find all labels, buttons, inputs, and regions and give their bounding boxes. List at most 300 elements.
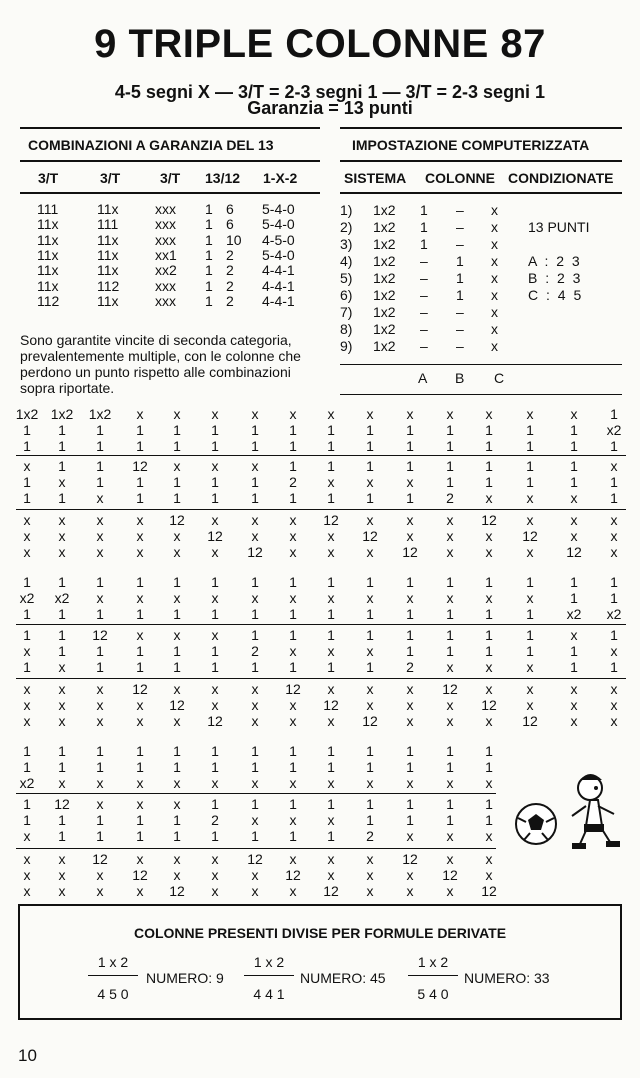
grid-cell: 1	[136, 489, 144, 506]
grid-cell: 1	[289, 489, 297, 506]
grid-cell: x	[446, 527, 454, 544]
condition-line: A : 2 3	[528, 253, 582, 269]
grid-cell: 1	[289, 421, 297, 438]
impostazione-cell: x	[491, 287, 498, 303]
combinazioni-col-header: 3/T	[38, 170, 59, 186]
grid-cell: x	[366, 512, 374, 528]
formula-bottom: 4 4 1	[253, 986, 285, 1002]
grid-cell: 1	[173, 758, 181, 775]
grid-cell: x	[211, 774, 219, 791]
grid-cell: 12	[132, 866, 148, 883]
grid-cell: 1	[136, 658, 144, 675]
grid-cell: 1	[251, 627, 259, 643]
grid-cell: 1	[211, 796, 219, 812]
grid-cell: x	[173, 527, 181, 544]
combinazioni-cell: 10	[226, 231, 242, 248]
abc-label: B	[455, 370, 465, 386]
grid-cell: x	[58, 712, 66, 729]
grid-cell: x	[173, 866, 181, 883]
grid-cell: 1	[485, 421, 493, 438]
grid-cell: 1	[211, 642, 219, 659]
combinazioni-col-header: 1-X-2	[263, 170, 298, 186]
grid-cell: x	[251, 458, 259, 474]
grid-cell: 1	[96, 605, 104, 622]
grid-cell: 1	[366, 627, 374, 643]
grid-cell: x	[610, 512, 618, 528]
grid-cell: x	[485, 543, 493, 560]
grid-cell: x	[570, 627, 578, 643]
combinazioni-cell: xxx	[155, 231, 176, 248]
combinazioni-col-header: 13/12	[205, 170, 241, 186]
combinazioni-cell: 4-5-0	[262, 231, 295, 248]
page-number: 10	[18, 1046, 37, 1065]
combinazioni-cell: 1	[205, 262, 213, 279]
grid-cell: 1	[526, 642, 534, 659]
combinazioni-cell: 11x	[37, 231, 59, 248]
grid-cell: x	[485, 827, 493, 844]
grid-cell: x	[251, 681, 259, 697]
grid-cell: 1	[446, 605, 454, 622]
grid-cell: 1	[136, 642, 144, 659]
grid-cell: 1	[251, 758, 259, 775]
impostazione-cell: 3)	[340, 236, 353, 252]
grid-cell: x	[366, 681, 374, 697]
grid-cell: 1	[526, 437, 534, 454]
grid-cell: x	[211, 512, 219, 528]
combinazioni-cell: 11x	[97, 231, 119, 248]
impostazione-cell: 1x2	[373, 321, 396, 337]
rule-impostazione-bottom	[340, 394, 622, 395]
grid-cell: 2	[406, 658, 414, 675]
impostazione-cell: 1	[420, 236, 428, 252]
grid-cell: 1	[173, 605, 181, 622]
grid-cell: 1	[366, 811, 374, 828]
grid-cell: x	[211, 866, 219, 883]
formula-numero: NUMERO: 9	[146, 970, 224, 986]
grid-cell: x	[23, 882, 31, 899]
grid-cell: 12	[481, 696, 497, 713]
grid-cell: x	[23, 851, 31, 867]
grid-cell: 1x2	[50, 406, 74, 422]
grid-cell: 1	[327, 421, 335, 438]
grid-cell: x	[366, 473, 374, 490]
grid-cell: x	[251, 696, 259, 713]
rule-impostazione-heading	[340, 160, 622, 162]
grid-block-rule	[16, 455, 626, 456]
grid-cell: x	[406, 589, 414, 606]
grid-cell: x	[570, 512, 578, 528]
grid-cell: x	[485, 681, 493, 697]
formula-bottom: 5 4 0	[417, 986, 449, 1002]
grid-cell: 1	[136, 473, 144, 490]
grid-cell: 1	[173, 658, 181, 675]
combinazioni-cell: 1	[205, 277, 213, 294]
impostazione-cell: x	[491, 253, 498, 269]
impostazione-cell: –	[456, 219, 464, 235]
impostazione-cell: 1x2	[373, 219, 396, 235]
grid-cell: 1	[211, 758, 219, 775]
abc-label: A	[418, 370, 428, 386]
impostazione-cell: –	[420, 338, 428, 354]
grid-cell: x	[526, 406, 534, 422]
grid-cell: 2	[446, 489, 454, 506]
grid-cell: x	[211, 458, 219, 474]
impostazione-cell: 4)	[340, 253, 353, 269]
grid-cell: 1	[526, 605, 534, 622]
grid-cell: 1	[251, 743, 259, 759]
combinazioni-cell: 11x	[37, 262, 59, 279]
combinazioni-cell: 5-4-0	[262, 201, 295, 217]
grid-cell: x	[570, 696, 578, 713]
grid-cell: 1	[136, 437, 144, 454]
abc-label: C	[494, 370, 505, 386]
impostazione-cell: 1	[456, 287, 464, 303]
grid-cell: 1	[23, 743, 31, 759]
impostazione-cell: 1x2	[373, 253, 396, 269]
impostazione-cell: x	[491, 321, 498, 337]
grid-cell: x	[58, 512, 66, 528]
grid-cell: 1	[485, 605, 493, 622]
impostazione-cell: 1	[420, 202, 428, 218]
grid-cell: x	[289, 774, 297, 791]
formule-box	[18, 904, 622, 1020]
grid-cell: 1	[446, 458, 454, 474]
formula-top: 1 x 2	[417, 954, 449, 970]
grid-cell: 2	[366, 827, 374, 844]
grid-cell: x	[366, 882, 374, 899]
grid-cell: 1	[211, 489, 219, 506]
combinazioni-cell: 11x	[97, 246, 119, 263]
impostazione-cell: –	[420, 304, 428, 320]
grid-cell: x	[406, 866, 414, 883]
grid-cell: x	[366, 589, 374, 606]
grid-cell: x	[526, 589, 534, 606]
combinazioni-cell: 112	[37, 292, 60, 309]
grid-cell: 1	[211, 743, 219, 759]
grid-cell: x	[446, 827, 454, 844]
grid-cell: 1	[211, 437, 219, 454]
grid-cell: 1	[366, 658, 374, 675]
grid-cell: 1	[23, 627, 31, 643]
grid-cell: 12	[362, 712, 378, 729]
grid-cell: x	[211, 627, 219, 643]
footballer-illustration	[510, 766, 626, 866]
grid-cell: x	[327, 866, 335, 883]
impostazione-heading: IMPOSTAZIONE COMPUTERIZZATA	[352, 137, 590, 153]
grid-cell: x	[58, 774, 66, 791]
grid-cell: x	[526, 696, 534, 713]
grid-cell: x	[289, 589, 297, 606]
grid-cell: 1	[173, 574, 181, 590]
combinazioni-cell: xxx	[155, 216, 176, 233]
grid-cell: x	[406, 882, 414, 899]
grid-cell: x	[23, 527, 31, 544]
grid-cell: 1	[96, 827, 104, 844]
grid-cell: x	[173, 589, 181, 606]
rule-left-top	[20, 127, 320, 129]
grid-cell: x	[327, 406, 335, 422]
grid-cell: x	[610, 458, 618, 474]
grid-cell: 1	[96, 421, 104, 438]
grid-cell: 1	[327, 758, 335, 775]
grid-cell: 1	[446, 437, 454, 454]
grid-cell: x	[96, 543, 104, 560]
grid-cell: x	[96, 527, 104, 544]
grid-cell: x	[327, 589, 335, 606]
impostazione-cell: 1	[456, 270, 464, 286]
grid-cell: 12	[247, 543, 263, 560]
grid-cell: x	[211, 681, 219, 697]
grid-cell: 1	[406, 489, 414, 506]
grid-cell: 1	[446, 473, 454, 490]
grid-cell: x	[96, 712, 104, 729]
grid-cell: 12	[323, 696, 339, 713]
grid-cell: 1	[289, 758, 297, 775]
grid-cell: 1x2	[88, 406, 112, 422]
grid-cell: 1	[366, 796, 374, 812]
grid-cell: 1	[327, 489, 335, 506]
formule-heading: COLONNE PRESENTI DIVISE PER FORMULE DERIVATE	[133, 925, 507, 941]
grid-cell: 1	[327, 796, 335, 812]
grid-cell: x	[446, 696, 454, 713]
formula-top: 1 x 2	[97, 954, 129, 970]
grid-cell: 12	[132, 458, 148, 474]
grid-cell: x	[96, 796, 104, 812]
grid-cell: x	[289, 406, 297, 422]
grid-cell: 1	[526, 458, 534, 474]
grid-cell: 1	[570, 458, 578, 474]
grid-cell: 1	[96, 758, 104, 775]
grid-cell: 1	[251, 437, 259, 454]
grid-cell: x	[406, 527, 414, 544]
grid-cell: x	[327, 642, 335, 659]
grid-cell: 1	[570, 473, 578, 490]
grid-cell: 1	[570, 642, 578, 659]
grid-cell: x	[446, 406, 454, 422]
grid-cell: 12	[566, 543, 582, 560]
subtitle-line-2: Garanzia = 13 punti	[247, 98, 413, 118]
grid-cell: 1	[327, 437, 335, 454]
grid-cell: x	[485, 489, 493, 506]
combinazioni-cell: xx2	[155, 262, 177, 279]
grid-cell: 1	[251, 574, 259, 590]
grid-cell: 1	[211, 473, 219, 490]
grid-cell: 1	[366, 458, 374, 474]
grid-cell: 1	[485, 574, 493, 590]
formula-bottom: 4 5 0	[97, 986, 129, 1002]
grid-cell: 1	[58, 811, 66, 828]
grid-cell: 1	[173, 827, 181, 844]
grid-cell: x	[211, 543, 219, 560]
grid-cell: x	[23, 696, 31, 713]
impostazione-cell: –	[456, 236, 464, 252]
page-title: 9 TRIPLE COLONNE 87	[94, 22, 546, 66]
grid-cell: x	[610, 681, 618, 697]
grid-cell: 1	[136, 758, 144, 775]
grid-cell: 1	[251, 658, 259, 675]
combinazioni-cell: 4-4-1	[262, 277, 295, 294]
grid-cell: x	[366, 851, 374, 867]
grid-cell: x2	[566, 605, 582, 622]
combinazioni-cell: 1	[205, 201, 213, 217]
grid-cell: 1	[96, 642, 104, 659]
grid-cell: 1	[58, 605, 66, 622]
grid-cell: x	[327, 473, 335, 490]
grid-cell: x	[289, 527, 297, 544]
grid-cell: 1	[610, 406, 618, 422]
grid-cell: x	[446, 712, 454, 729]
grid-cell: 12	[362, 527, 378, 544]
grid-cell: 1	[485, 758, 493, 775]
grid-cell: x2	[606, 421, 622, 438]
impostazione-cell: 1	[456, 253, 464, 269]
grid-cell: x	[406, 512, 414, 528]
grid-cell: 1	[526, 473, 534, 490]
guarantee-paragraph: Sono garantite vincite di seconda categoria, prevalentemente multiple, con le colonne che perdono un punto rispetto alle combinazioni sopra riportate.	[20, 332, 301, 396]
grid-cell: x	[251, 774, 259, 791]
grid-cell: 1	[610, 437, 618, 454]
impostazione-cell: x	[491, 304, 498, 320]
grid-cell: 1	[136, 827, 144, 844]
grid-cell: 1	[23, 796, 31, 812]
impostazione-cell: 1x2	[373, 338, 396, 354]
grid-cell: 1	[366, 758, 374, 775]
grid-cell: x	[366, 774, 374, 791]
grid-cell: 1	[485, 743, 493, 759]
grid-cell: 1	[251, 473, 259, 490]
grid-cell: x	[446, 851, 454, 867]
grid-cell: 1	[58, 642, 66, 659]
impostazione-cell: x	[491, 236, 498, 252]
grid-cell: 1	[136, 811, 144, 828]
grid-cell: x	[173, 543, 181, 560]
condition-line: C : 4 5	[528, 287, 584, 303]
grid-cell: 1	[327, 458, 335, 474]
grid-cell: 1	[23, 421, 31, 438]
grid-cell: x	[366, 543, 374, 560]
grid-cell: x	[570, 681, 578, 697]
grid-cell: 1	[327, 743, 335, 759]
grid-cell: 1	[446, 758, 454, 775]
grid-cell: x	[136, 406, 144, 422]
grid-cell: 1	[23, 811, 31, 828]
grid-cell: 1	[251, 421, 259, 438]
grid-cell: 1	[58, 421, 66, 438]
grid-cell: 1	[366, 743, 374, 759]
impostazione-cell: 1x2	[373, 202, 396, 218]
grid-cell: 1	[58, 627, 66, 643]
grid-cell: x	[610, 696, 618, 713]
impostazione-cell: 5)	[340, 270, 353, 286]
grid-cell: 2	[251, 642, 259, 659]
grid-cell: 1	[446, 796, 454, 812]
grid-cell: 1	[289, 458, 297, 474]
impostazione-cell: 9)	[340, 338, 353, 354]
grid-cell: 1	[211, 827, 219, 844]
combinazioni-cell: 1	[205, 246, 213, 263]
combinazioni-cell: 2	[226, 246, 234, 263]
grid-cell: x	[23, 866, 31, 883]
punti-label: 13 PUNTI	[528, 219, 590, 235]
grid-cell: x	[136, 627, 144, 643]
grid-cell: x	[289, 811, 297, 828]
grid-cell: x	[251, 406, 259, 422]
grid-cell: x	[136, 527, 144, 544]
grid-cell: 12	[54, 796, 70, 812]
grid-cell: x	[327, 811, 335, 828]
grid-cell: x2	[19, 774, 35, 791]
grid-cell: x	[58, 473, 66, 490]
grid-cell: 1	[327, 827, 335, 844]
grid-cell: x	[96, 774, 104, 791]
subtitle-line-1: 4-5 segni X — 3/T = 2-3 segni 1 — 3/T = 2-3 segni 1	[114, 82, 546, 102]
grid-cell: x	[23, 712, 31, 729]
grid-cell: 1	[23, 658, 31, 675]
grid-cell: 1	[96, 458, 104, 474]
impostazione-col-header: COLONNE	[425, 170, 495, 186]
grid-cell: x	[570, 406, 578, 422]
grid-cell: 1	[58, 758, 66, 775]
grid-cell: 1	[211, 574, 219, 590]
grid-cell: 1	[289, 437, 297, 454]
impostazione-cell: –	[456, 321, 464, 337]
rule-impostazione-cols	[340, 192, 622, 194]
grid-cell: x	[173, 796, 181, 812]
grid-cell: x	[289, 882, 297, 899]
grid-cell: 1	[327, 605, 335, 622]
impostazione-cell: x	[491, 270, 498, 286]
grid-cell: x	[446, 882, 454, 899]
grid-cell: 1	[327, 658, 335, 675]
grid-cell: 2	[289, 473, 297, 490]
combinazioni-cell: 2	[226, 262, 234, 279]
impostazione-cell: 1)	[340, 202, 353, 218]
grid-cell: x	[23, 681, 31, 697]
grid-cell: 1	[96, 743, 104, 759]
combinazioni-cell: 111	[97, 216, 119, 233]
combinazioni-heading: COMBINAZIONI A GARANZIA DEL 13	[28, 137, 274, 153]
grid-cell: 12	[442, 866, 458, 883]
combinazioni-cell: xxx	[155, 201, 176, 217]
grid-cell: x	[173, 458, 181, 474]
grid-cell: 12	[285, 866, 301, 883]
grid-cell: x	[136, 882, 144, 899]
grid-cell: x	[610, 712, 618, 729]
combinazioni-cell: 2	[226, 277, 234, 294]
grid-cell: x	[485, 589, 493, 606]
grid-cell: 1	[96, 437, 104, 454]
grid-cell: x	[406, 827, 414, 844]
grid-cell: 2	[211, 811, 219, 828]
grid-cell: x	[211, 696, 219, 713]
grid-cell: 1	[610, 473, 618, 490]
grid-cell: x	[406, 696, 414, 713]
grid-cell: 1	[610, 489, 618, 506]
grid-cell: x	[406, 681, 414, 697]
grid-cell: x	[251, 866, 259, 883]
grid-cell: 1	[23, 758, 31, 775]
grid-cell: 1	[173, 743, 181, 759]
impostazione-col-header: CONDIZIONATE	[508, 170, 614, 186]
grid-cell: 1	[366, 421, 374, 438]
grid-cell: x	[211, 851, 219, 867]
grid-cell: 12	[442, 681, 458, 697]
impostazione-cell: 1x2	[373, 270, 396, 286]
grid-cell: 1	[366, 574, 374, 590]
grid-cell: x	[251, 512, 259, 528]
grid-cell: 1	[366, 437, 374, 454]
grid-cell: x	[570, 712, 578, 729]
